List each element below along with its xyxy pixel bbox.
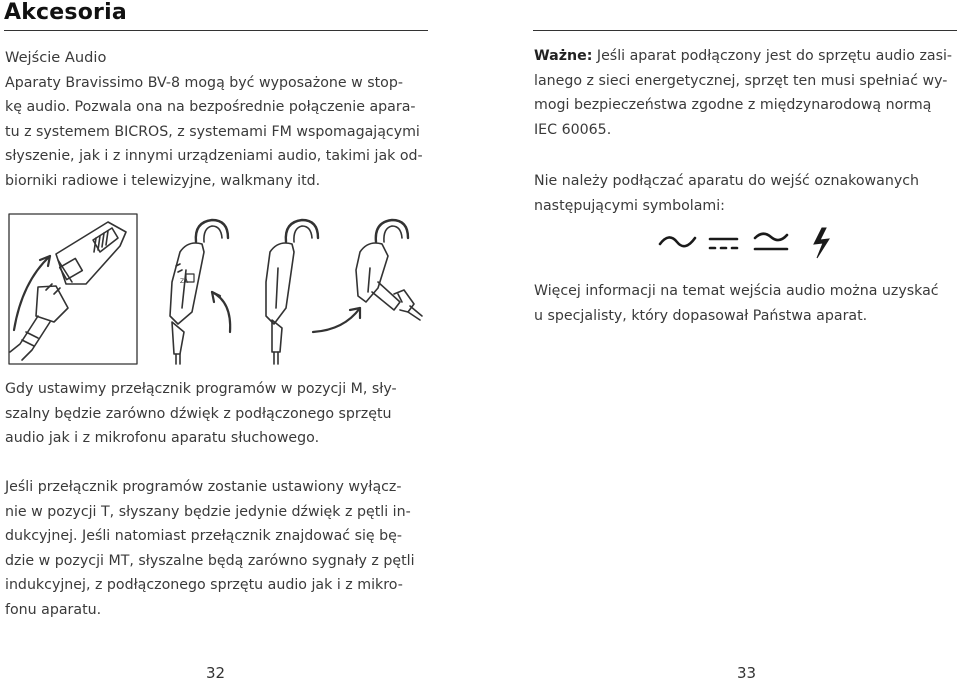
text-line: lanego z sieci energetycznej, sprzęt ten musi spełniać wy- <box>534 72 948 89</box>
warning-label: Ważne: <box>534 48 593 64</box>
high-voltage-symbol-icon <box>814 228 829 258</box>
attach-arrow <box>212 292 230 332</box>
prohibited-symbols <box>655 222 840 262</box>
text-line: fonu aparatu. <box>5 601 102 618</box>
program-m-paragraph <box>5 377 397 451</box>
dc-current-symbol-icon <box>710 239 737 248</box>
text-line: tu z systemem BICROS, z systemami FM wspomagającymi <box>5 123 420 140</box>
section-subheading: Wejście Audio <box>5 49 107 66</box>
more-info-paragraph <box>534 279 939 328</box>
text-line: następującymi symbolami: <box>534 197 725 214</box>
header-rule-right <box>533 30 957 31</box>
text-line: IEC 60065. <box>534 121 612 138</box>
audio-shoe-with-cable <box>10 222 126 360</box>
text-line: biorniki radiowe i telewizyjne, walkmany itd. <box>5 172 321 189</box>
page-number-left: 32 <box>206 664 226 682</box>
intro-section <box>5 46 423 193</box>
figure-boot-label: ZA <box>180 278 189 285</box>
ac-dc-symbol-icon <box>755 234 787 249</box>
text-line: Więcej informacji na temat wejścia audio można uzyskać <box>534 283 939 299</box>
text-line: Gdy ustawimy przełącznik programów w pozycji M, sły- <box>5 381 397 397</box>
warning-paragraph <box>534 44 952 142</box>
page-number-right: 33 <box>737 664 757 682</box>
text-line: audio jak i z mikrofonu aparatu słuchowego. <box>5 430 320 446</box>
text-line: nie w pozycji T, słyszany będzie jedynie dźwięk z pętli in- <box>5 503 411 520</box>
text-line: Jeśli przełącznik programów zostanie ustawiony wyłącz- <box>5 479 402 495</box>
warning-text: Jeśli aparat podłączony jest do sprzętu audio zasi- <box>592 48 953 64</box>
text-line: kę audio. Pozwala ona na bezpośrednie połączenie apara- <box>5 99 416 115</box>
program-t-paragraph <box>5 475 415 622</box>
text-line: u specjalisty, który dopasował Państwa aparat. <box>534 307 868 324</box>
text-line: szalny będzie zarówno dźwięk z podłączonego sprzętu <box>5 405 392 422</box>
symbols-intro-paragraph <box>534 169 919 218</box>
text-line: słyszenie, jak i z innymi urządzeniami audio, takimi jak od- <box>5 148 423 164</box>
text-line: Nie należy podłączać aparatu do wejść oznakowanych <box>534 173 920 189</box>
page-title: Akcesoria <box>4 0 127 25</box>
header-rule-left <box>4 30 428 31</box>
hearing-aid-front <box>170 220 228 364</box>
text-line: mogi bezpieczeństwa zgodne z międzynarodową normą <box>534 97 932 113</box>
text-line: indukcyjnej, z podłączonego sprzętu audio jak i z mikro- <box>5 577 403 593</box>
hearing-aid-with-shoe <box>266 220 318 364</box>
ac-current-symbol-icon <box>660 237 695 246</box>
hearing-aid-with-cable <box>356 220 422 320</box>
text-line: dukcyjnej. Jeśli natomiast przełącznik znajdować się bę- <box>5 528 403 544</box>
rotate-arrow <box>313 308 360 332</box>
text-line: dzie w pozycji MT, słyszalne będą zarówno sygnały z pętli <box>5 552 415 569</box>
text-line: Aparaty Bravissimo BV-8 mogą być wyposażone w stop- <box>5 74 403 91</box>
text-line <box>534 44 952 69</box>
audio-shoe-illustration <box>8 212 428 367</box>
